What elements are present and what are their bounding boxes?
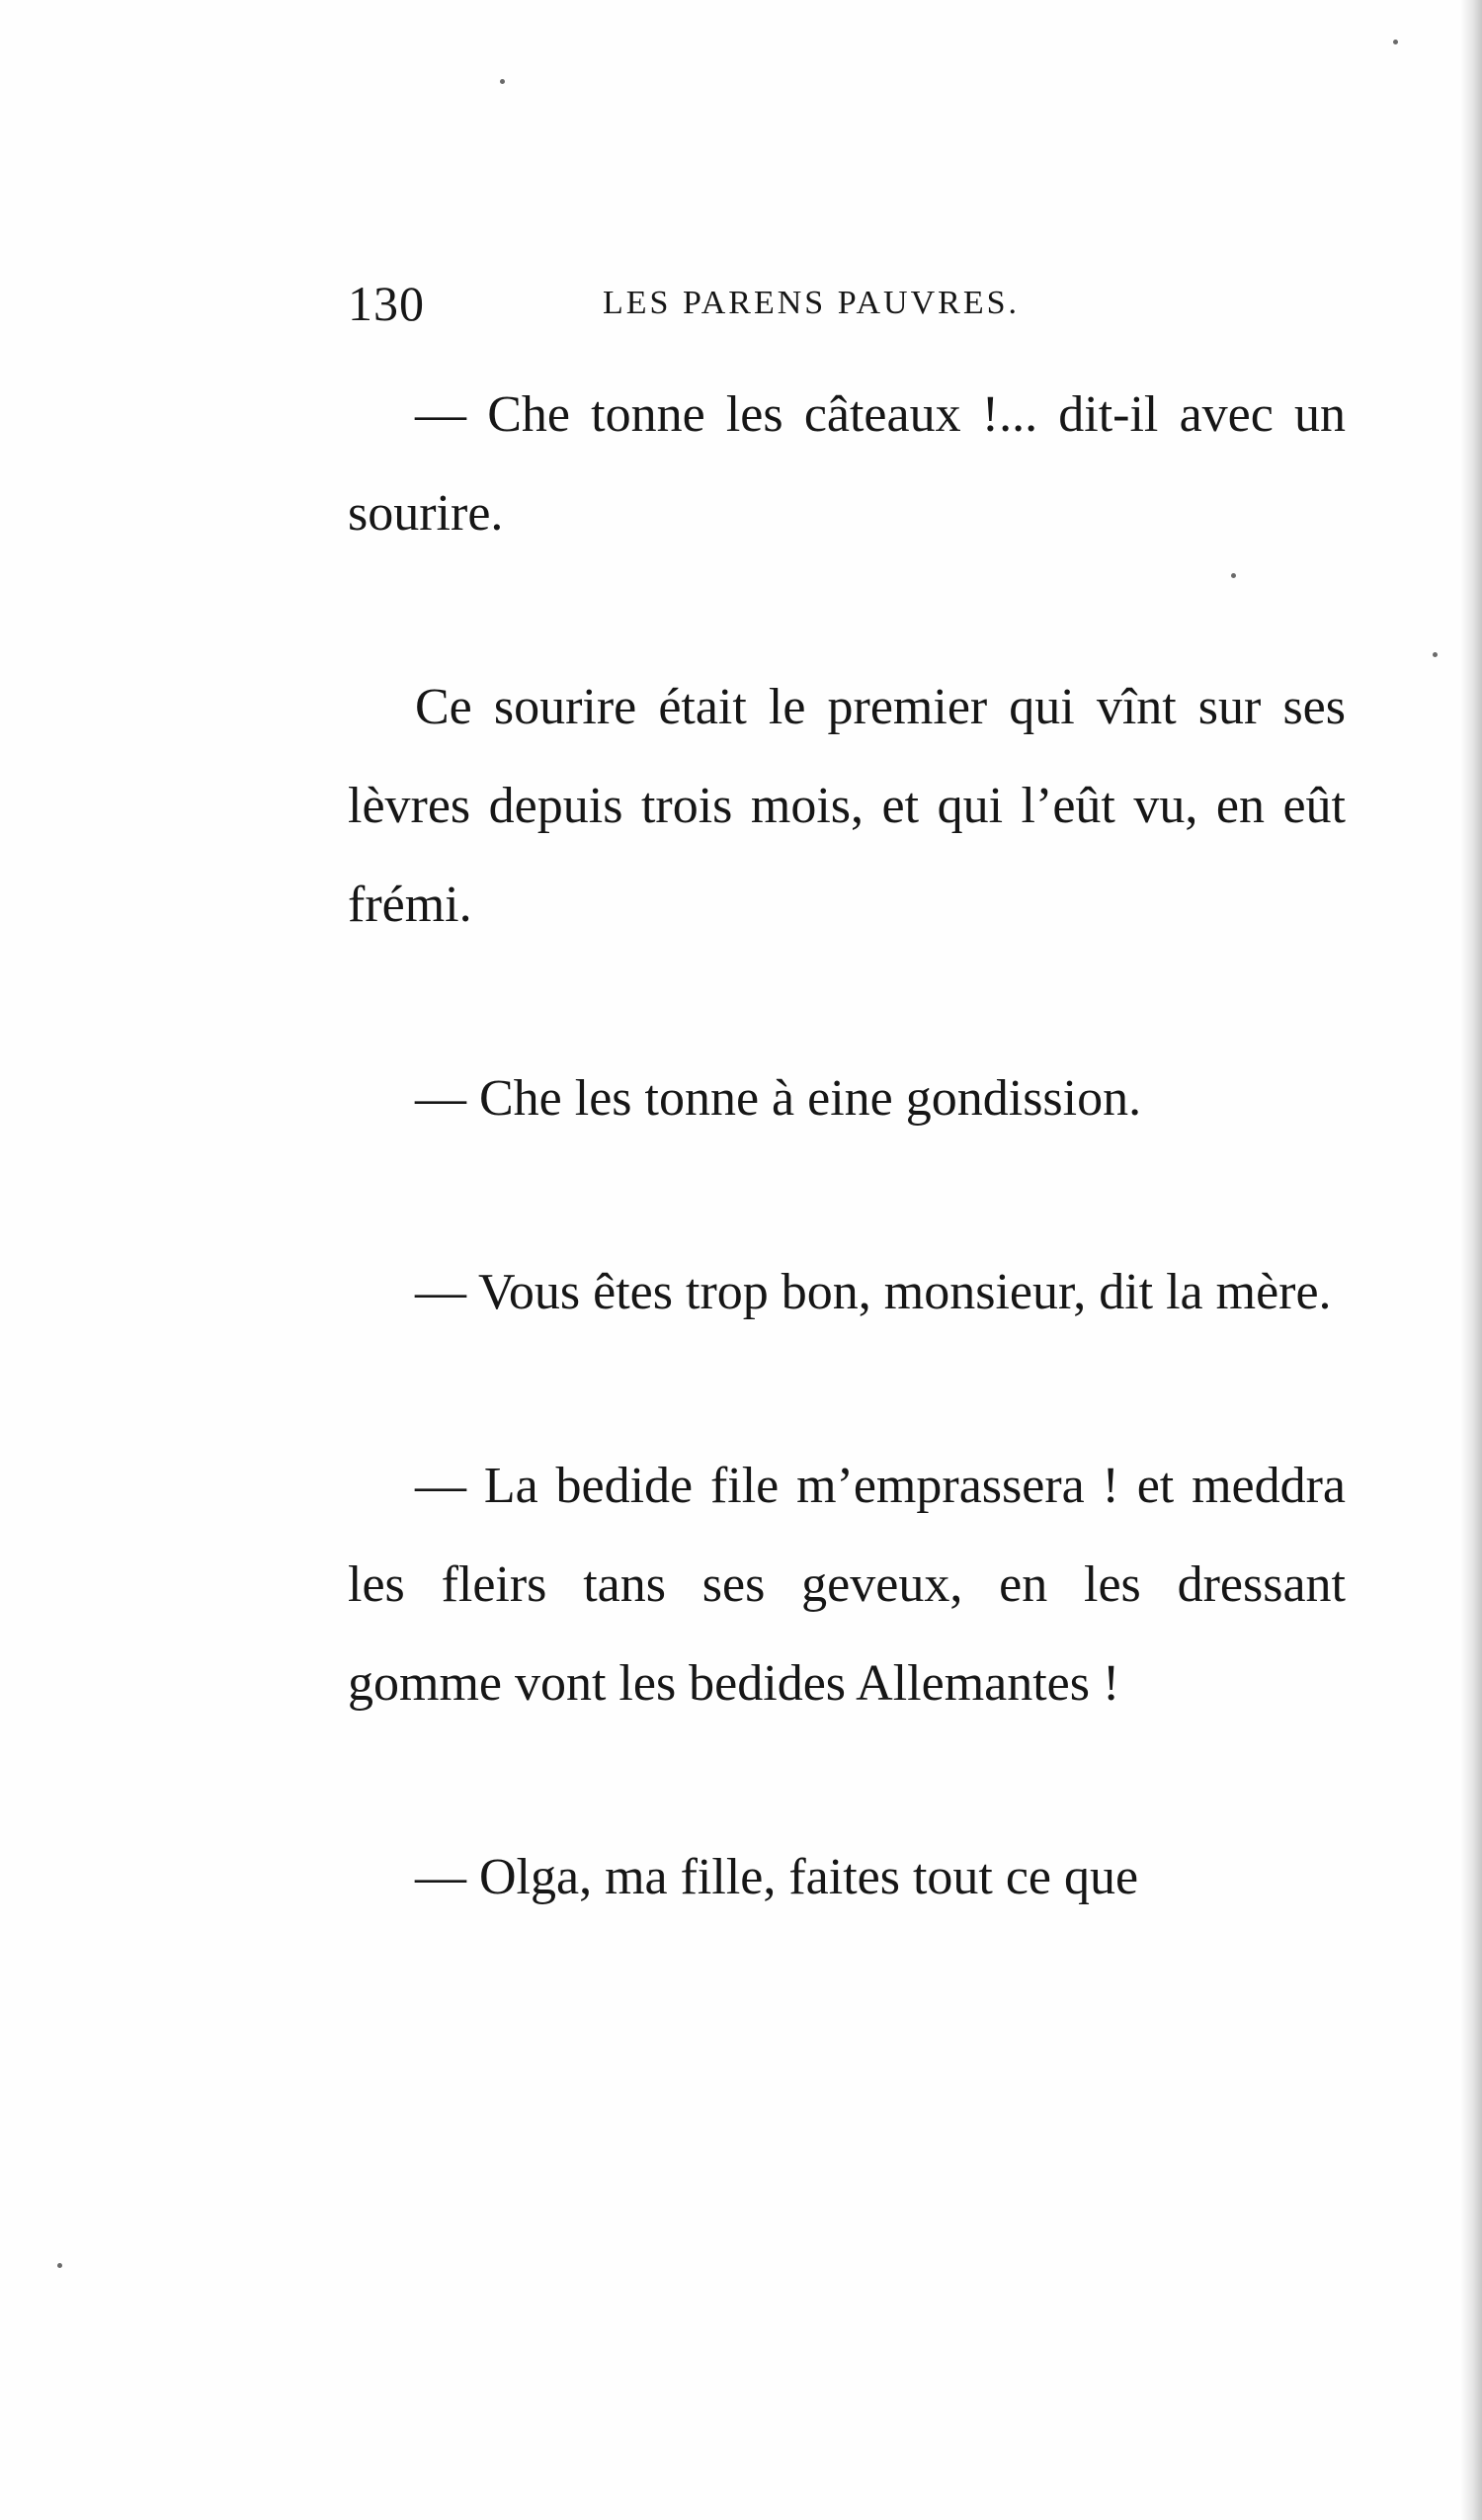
paragraph-6: — Olga, ma fille, faites tout ce que <box>415 1849 1139 1905</box>
paper-speck <box>57 2263 62 2268</box>
paper-speck <box>1433 652 1438 657</box>
page-number: 130 <box>348 276 425 331</box>
running-title: LES PARENS PAUVRES. <box>603 285 1021 321</box>
paragraph-5: — La bedide file m’emprassera ! et meddra les fleirs tans ses geveux, en les dressant gomme vont les bedides Allemantes ! <box>348 1458 1346 1712</box>
paragraph-4: — Vous êtes trop bon, monsieur, dit la mère. <box>415 1264 1332 1320</box>
paper-speck <box>1393 40 1398 44</box>
paragraph-2: Ce sourire était le premier qui vînt sur ses lèvres depuis trois mois, et qui l’eût vu, en eût frémi. <box>348 679 1346 933</box>
paragraph-1: — Che tonne les câteaux !... dit-il avec un sourire. <box>348 386 1346 542</box>
body-text <box>348 366 1346 1927</box>
paper-speck <box>500 79 505 84</box>
page-edge-shadow <box>1460 0 1482 2520</box>
paragraph-3: — Che les tonne à eine gondission. <box>415 1070 1142 1127</box>
page-header <box>348 275 1336 344</box>
